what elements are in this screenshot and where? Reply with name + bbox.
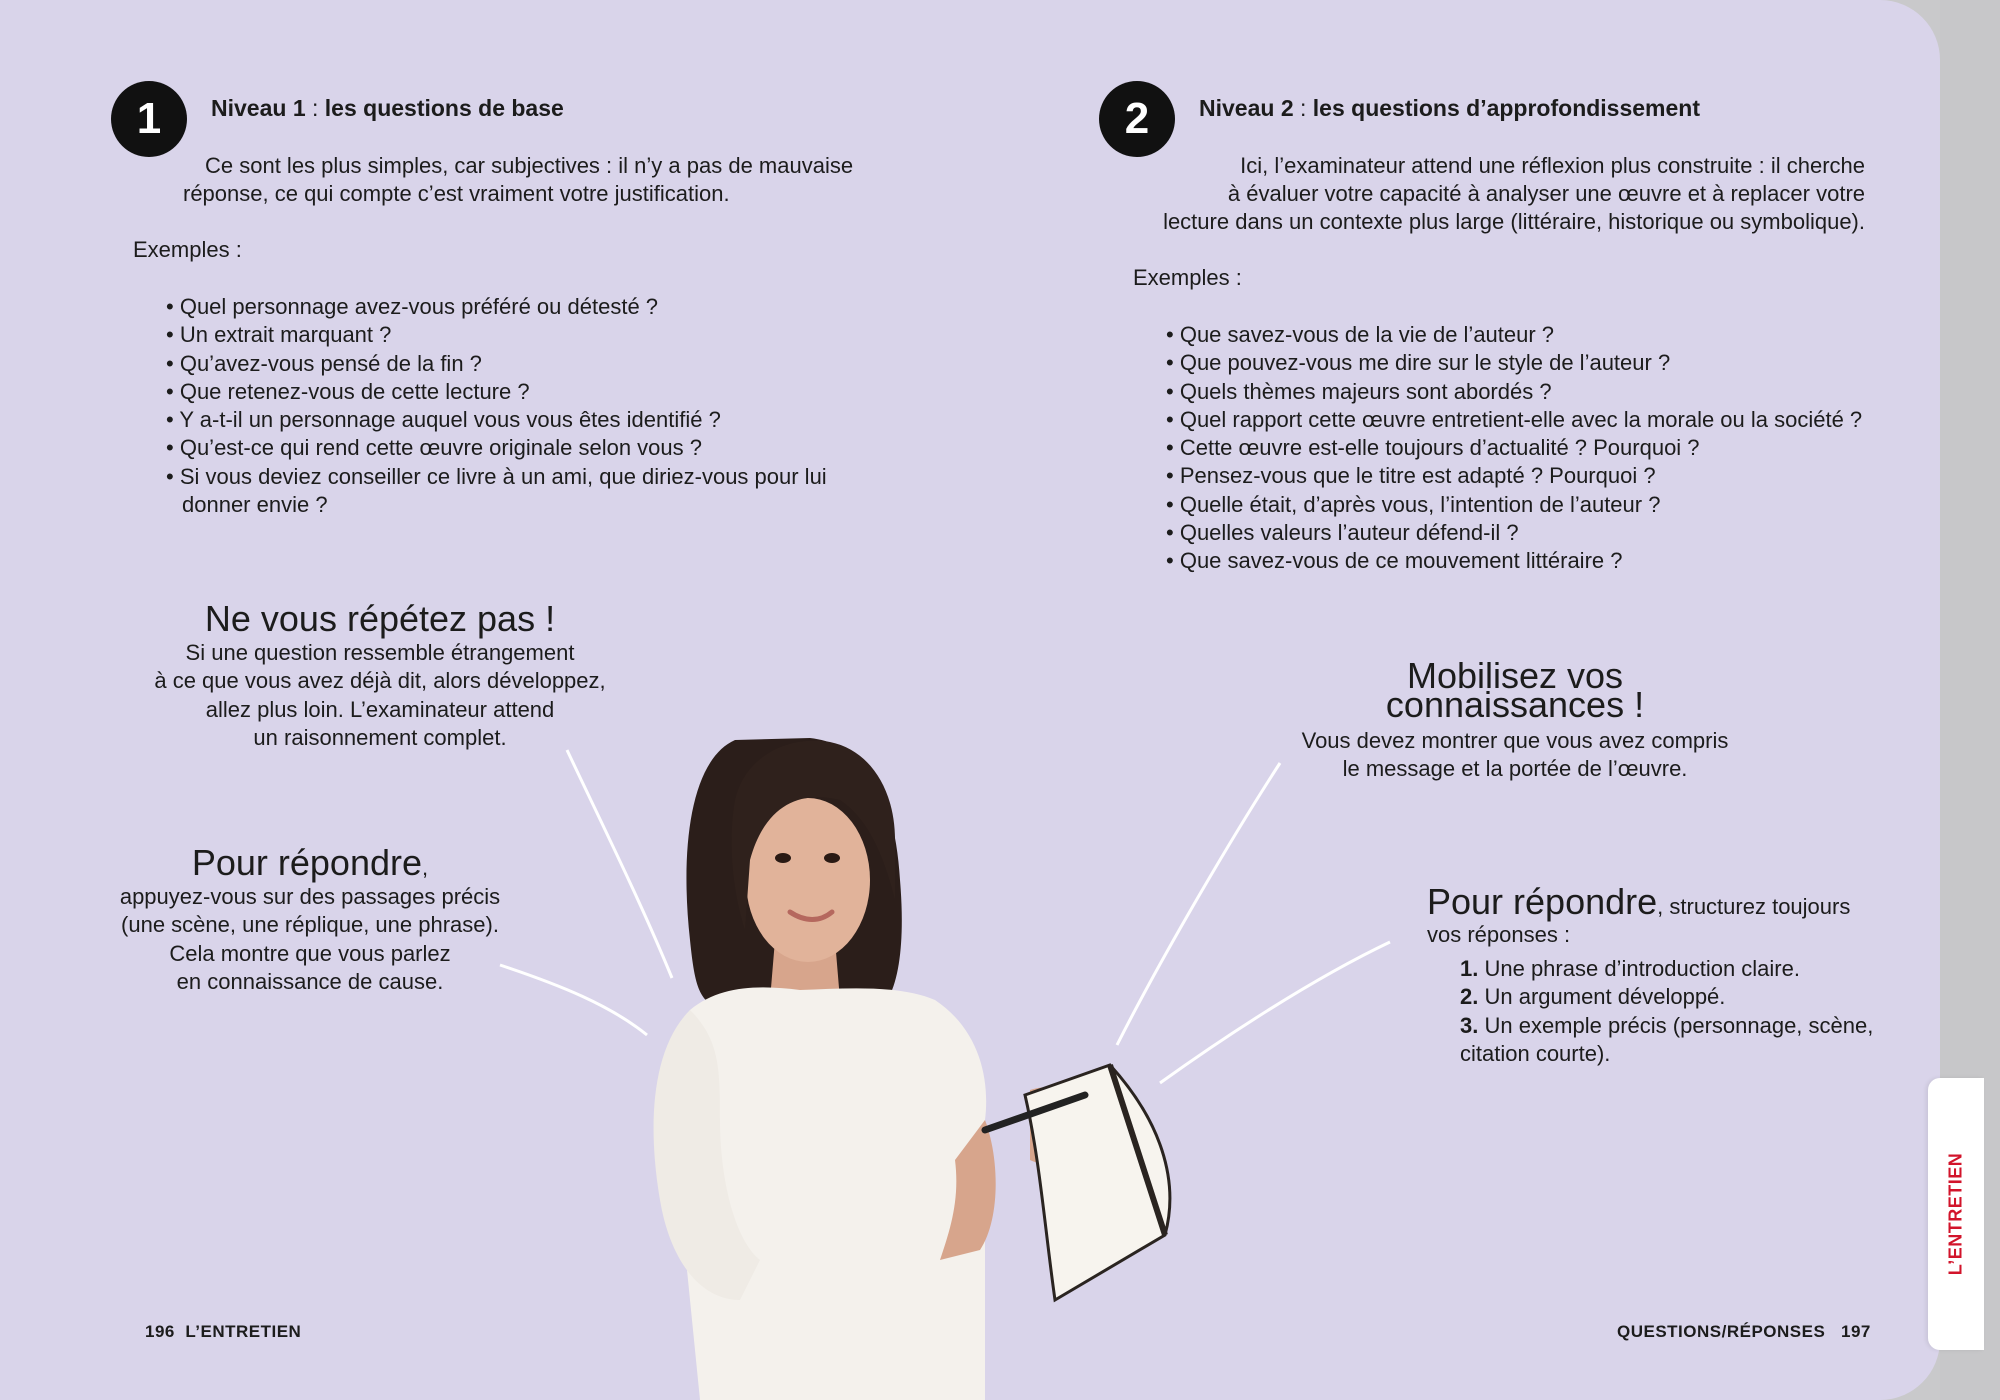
answer-callout-1-comma: , [422, 855, 429, 880]
level-1-title-sep: : [305, 95, 325, 121]
mobilize-callout-title [1310, 655, 1720, 725]
list-item: • Y a-t-il un personnage auquel vous vous êtes identifié ? [166, 406, 886, 434]
answer-callout-2-rest: , structurez toujours [1657, 894, 1851, 919]
mobilize-callout-body [1260, 727, 1770, 784]
step-text: Un exemple précis (personnage, scène, [1478, 1012, 1874, 1038]
answer-callout-2 [1427, 881, 1907, 950]
level-2-number: 2 [1124, 94, 1150, 143]
repeat-callout-title: Ne vous répétez pas ! [204, 598, 556, 639]
mobilize-line2: le message et la portée de l’œuvre. [1342, 756, 1688, 782]
level-2-number-badge [1099, 81, 1175, 157]
answer1-line4: en connaissance de cause. [176, 968, 444, 994]
list-item [1460, 983, 1920, 1011]
mobilize-title-line2: connaissances ! [1385, 684, 1645, 725]
list-item: • Pensez-vous que le titre est adapté ? Pourquoi ? [1166, 462, 1886, 490]
list-item: • Que pouvez-vous me dire sur le style de l’auteur ? [1166, 349, 1886, 377]
answer-callout-2-title: Pour répondre [1427, 881, 1658, 922]
level-1-examples-label: Exemples : [133, 237, 242, 262]
answer-callout-2-line2: vos réponses : [1427, 922, 1571, 948]
answer-steps-list [1460, 955, 1920, 1068]
level-2-title-part2: les questions d’approfondissement [1312, 95, 1701, 121]
answer1-line1: appuyez-vous sur des passages précis [119, 884, 501, 909]
list-item: • Quels thèmes majeurs sont abordés ? [1166, 378, 1886, 406]
level-2-intro-line3: lecture dans un contexte plus large (littéraire, historique ou symbolique). [1163, 209, 1865, 234]
level-2-question-list [1166, 321, 1886, 576]
list-item: • Qu’est-ce qui rend cette œuvre originale selon vous ? [166, 434, 886, 462]
section-tab[interactable] [1928, 1078, 1984, 1350]
list-item: • Un extrait marquant ? [166, 321, 886, 349]
level-2-intro [1133, 152, 1865, 236]
list-item: • Que savez-vous de ce mouvement littéraire ? [1166, 547, 1886, 575]
step-number: 1. [1460, 956, 1479, 981]
level-1-intro-line2: réponse, ce qui compte c’est vraiment votre justification. [183, 181, 730, 206]
level-2-intro-line2: à évaluer votre capacité à analyser une œuvre et à replacer votre [1227, 181, 1865, 206]
answer-callout-2-title-line [1427, 881, 1907, 922]
section-tab-label: L’ENTRETIEN [1945, 1152, 1966, 1276]
level-2-title [1199, 95, 1700, 122]
left-running-title: L’ENTRETIEN [185, 1322, 302, 1341]
left-footer [145, 1322, 301, 1342]
level-2-intro-line1: Ici, l’examinateur attend une réflexion plus construite : il cherche [1240, 153, 1865, 178]
repeat-line3: allez plus loin. L’examinateur attend [205, 696, 555, 722]
list-item: • Que retenez-vous de cette lecture ? [166, 378, 886, 406]
answer-callout-1-body [100, 883, 520, 996]
mobilize-title-line1: Mobilisez vos [1406, 655, 1624, 696]
answer1-line2: (une scène, une réplique, une phrase). [121, 912, 499, 938]
list-item: • Qu’avez-vous pensé de la fin ? [166, 350, 886, 378]
step-text: Un argument développé. [1478, 984, 1726, 1010]
level-1-title-part1: Niveau 1 [211, 95, 306, 121]
step-text: Une phrase d’introduction claire. [1478, 956, 1800, 981]
repeat-line2: à ce que vous avez déjà dit, alors développez, [154, 668, 606, 694]
level-1-title [211, 95, 564, 122]
repeat-line4: un raisonnement complet. [253, 724, 507, 750]
level-1-title-part2: les questions de base [324, 95, 564, 121]
right-running-title: QUESTIONS/RÉPONSES [1617, 1322, 1826, 1341]
list-item: • Quel rapport cette œuvre entretient-elle avec la morale ou la société ? [1166, 406, 1886, 434]
repeat-callout-body [120, 639, 640, 752]
list-item [1460, 955, 1920, 983]
list-item [1460, 1012, 1920, 1040]
repeat-line1: Si une question ressemble étrangement [185, 640, 575, 665]
level-1-intro [183, 152, 903, 208]
level-2-title-part1: Niveau 2 [1199, 95, 1294, 121]
level-1-question-list [166, 293, 886, 519]
left-page-number: 196 [145, 1322, 175, 1341]
answer1-line3: Cela montre que vous parlez [169, 940, 451, 966]
list-item [1460, 1040, 1920, 1068]
level-1-number-badge [111, 81, 187, 157]
answer-callout-1-title [110, 844, 510, 887]
step-text: citation courte). [1460, 1040, 1611, 1066]
list-item: • Quel personnage avez-vous préféré ou détesté ? [166, 293, 886, 321]
step-number: 3. [1460, 1012, 1479, 1038]
level-2-examples-label: Exemples : [1133, 265, 1242, 290]
level-1-number: 1 [136, 94, 162, 143]
level-2-title-sep: : [1293, 95, 1313, 121]
list-item: • Que savez-vous de la vie de l’auteur ? [1166, 321, 1886, 349]
list-item: • Quelle était, d’après vous, l’intention de l’auteur ? [1166, 491, 1886, 519]
level-1-intro-line1: Ce sont les plus simples, car subjectives : il n’y a pas de mauvaise [205, 153, 854, 178]
answer-callout-1-title-text: Pour répondre [191, 842, 423, 883]
list-item: • Cette œuvre est-elle toujours d’actualité ? Pourquoi ? [1166, 434, 1886, 462]
right-footer [1617, 1322, 1871, 1342]
step-number: 2. [1460, 984, 1479, 1010]
right-page-number: 197 [1841, 1322, 1871, 1341]
list-item: • Si vous deviez conseiller ce livre à un ami, que diriez-vous pour lui donner envie ? [166, 463, 882, 520]
list-item: • Quelles valeurs l’auteur défend-il ? [1166, 519, 1886, 547]
mobilize-line1: Vous devez montrer que vous avez compris [1301, 728, 1729, 753]
